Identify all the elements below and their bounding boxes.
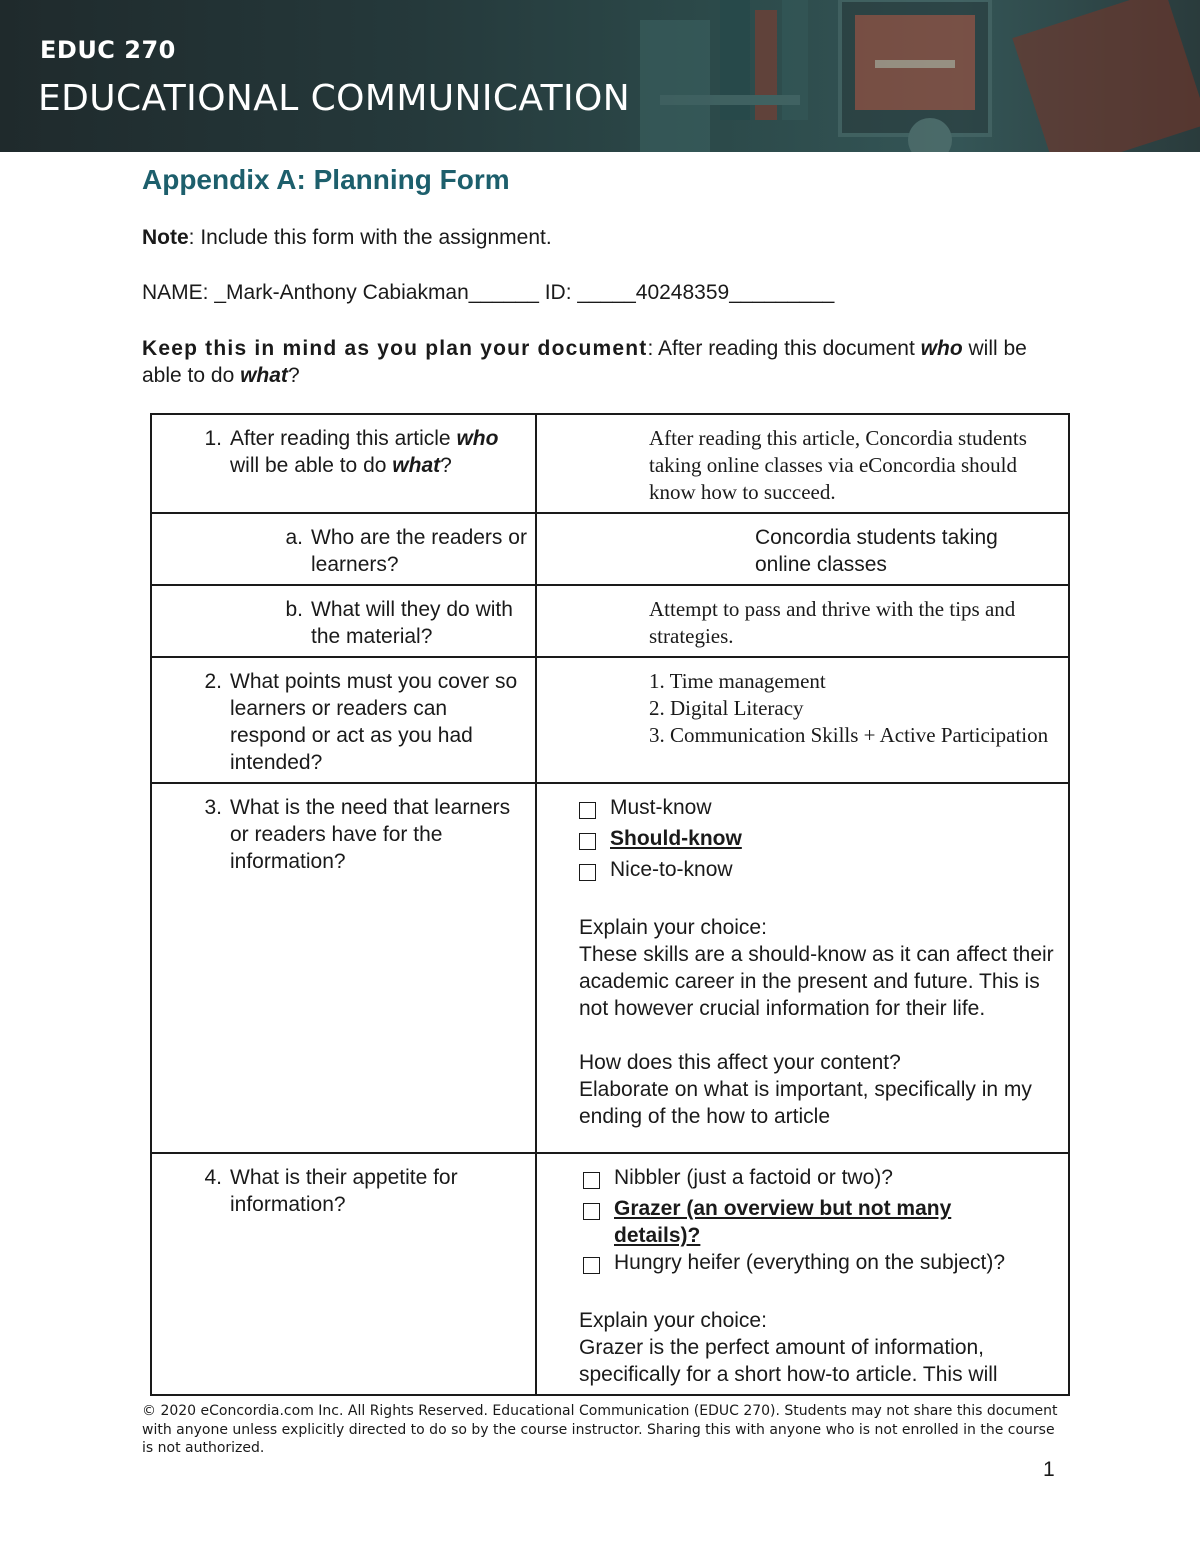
question-1b: What will they do with the material? [311, 598, 513, 648]
question-cell: 3. What is the need that learners or readers have for the information? [151, 783, 536, 1153]
banner-illustration [600, 0, 1200, 152]
question-4: What is their appetite for information? [230, 1166, 458, 1216]
note-text: : Include this form with the assignment. [188, 226, 552, 249]
answer-1b: Attempt to pass and thrive with the tips and strategies. [649, 597, 1016, 648]
checkbox-icon[interactable] [583, 1172, 600, 1189]
question-cell: b. What will they do with the material? [151, 585, 536, 657]
table-row [151, 1153, 1069, 1395]
affect-label: How does this affect your content? [579, 1051, 901, 1074]
keep-label: Keep this in mind as you plan your document [142, 337, 648, 360]
name-id-line: NAME: _Mark-Anthony Cabiakman______ ID: _____40248359_________ [142, 281, 835, 304]
answer-cell [536, 414, 1069, 513]
course-title: EDUCATIONAL COMMUNICATION [38, 78, 631, 119]
option-nibbler: Nibbler (just a factoid or two)? [583, 1164, 1054, 1195]
answer-cell [536, 657, 1069, 783]
page-title: Appendix A: Planning Form [142, 164, 510, 195]
explain-label: Explain your choice: [579, 916, 767, 939]
answer-cell [536, 1153, 1069, 1395]
question-cell: a. Who are the readers or learners? [151, 513, 536, 585]
answer-cell [536, 513, 1069, 585]
question-cell: 4. What is their appetite for information? [151, 1153, 536, 1395]
question-2: What points must you cover so learners or readers can respond or act as you had intended? [230, 670, 518, 774]
planning-form-table [150, 413, 1070, 1396]
table-row [151, 783, 1069, 1153]
copyright-footer: © 2020 eConcordia.com Inc. All Rights Reserved. Educational Communication (EDUC 270). Students may not share this document with anyone unless explicitly directed to do so by the course instructor. Sharing this with anyone who is not enrolled in the course is not authorized. [142, 1403, 1058, 1456]
checkbox-icon[interactable] [583, 1203, 600, 1220]
list-item: 2. Digital Literacy [649, 696, 804, 720]
checkbox-icon[interactable] [579, 802, 596, 819]
option-hungry-heifer: Hungry heifer (everything on the subject)? [583, 1249, 1054, 1280]
list-item: 1. Time management [649, 669, 826, 693]
note-line [142, 226, 552, 250]
header-banner [0, 0, 1200, 152]
checkbox-icon[interactable] [579, 864, 596, 881]
table-row [151, 414, 1069, 513]
answer-3 [545, 794, 1060, 1130]
table-row [151, 585, 1069, 657]
explain-label: Explain your choice: [579, 1309, 767, 1332]
question-3: What is the need that learners or readers have for the information? [230, 796, 511, 873]
question-1: After reading this article who will be able to do what? [230, 427, 499, 477]
checkbox-icon[interactable] [579, 833, 596, 850]
course-code: EDUC 270 [40, 36, 176, 64]
option-should-know: Should-know [579, 825, 1054, 856]
page-number: 1 [1043, 1458, 1055, 1481]
question-cell: 2. What points must you cover so learners or readers can respond or act as you had intended? [151, 657, 536, 783]
checkbox-icon[interactable] [583, 1257, 600, 1274]
table-row [151, 513, 1069, 585]
question-1a: Who are the readers or learners? [311, 526, 527, 576]
explain-text: Grazer is the perfect amount of information, specifically for a short how-to article. This will [579, 1336, 998, 1386]
answer-1: After reading this article, Concordia students taking online classes via eConcordia should know how to succeed. [649, 426, 1027, 504]
note-label: Note [142, 226, 189, 249]
option-nice-to-know: Nice-to-know [579, 856, 1054, 887]
answer-cell [536, 783, 1069, 1153]
answer-1a: Concordia students taking online classes [755, 526, 998, 576]
affect-text: Elaborate on what is important, specifically in my ending of the how to article [579, 1078, 1032, 1128]
option-must-know: Must-know [579, 794, 1054, 825]
answer-4 [545, 1164, 1060, 1388]
list-item: 3. Communication Skills + Active Participation [649, 723, 1049, 747]
answer-cell [536, 585, 1069, 657]
table-row [151, 657, 1069, 783]
explain-text: These skills are a should-know as it can affect their academic career in the present and future. This is not however crucial information for their life. [579, 943, 1054, 1020]
option-grazer: Grazer (an overview but not many details)? [583, 1195, 1054, 1249]
question-cell: 1. After reading this article who will be able to do what? [151, 414, 536, 513]
answer-2 [545, 668, 1060, 749]
keep-in-mind-line: Keep this in mind as you plan your document: After reading this document who will be able to do what? [142, 337, 1027, 387]
